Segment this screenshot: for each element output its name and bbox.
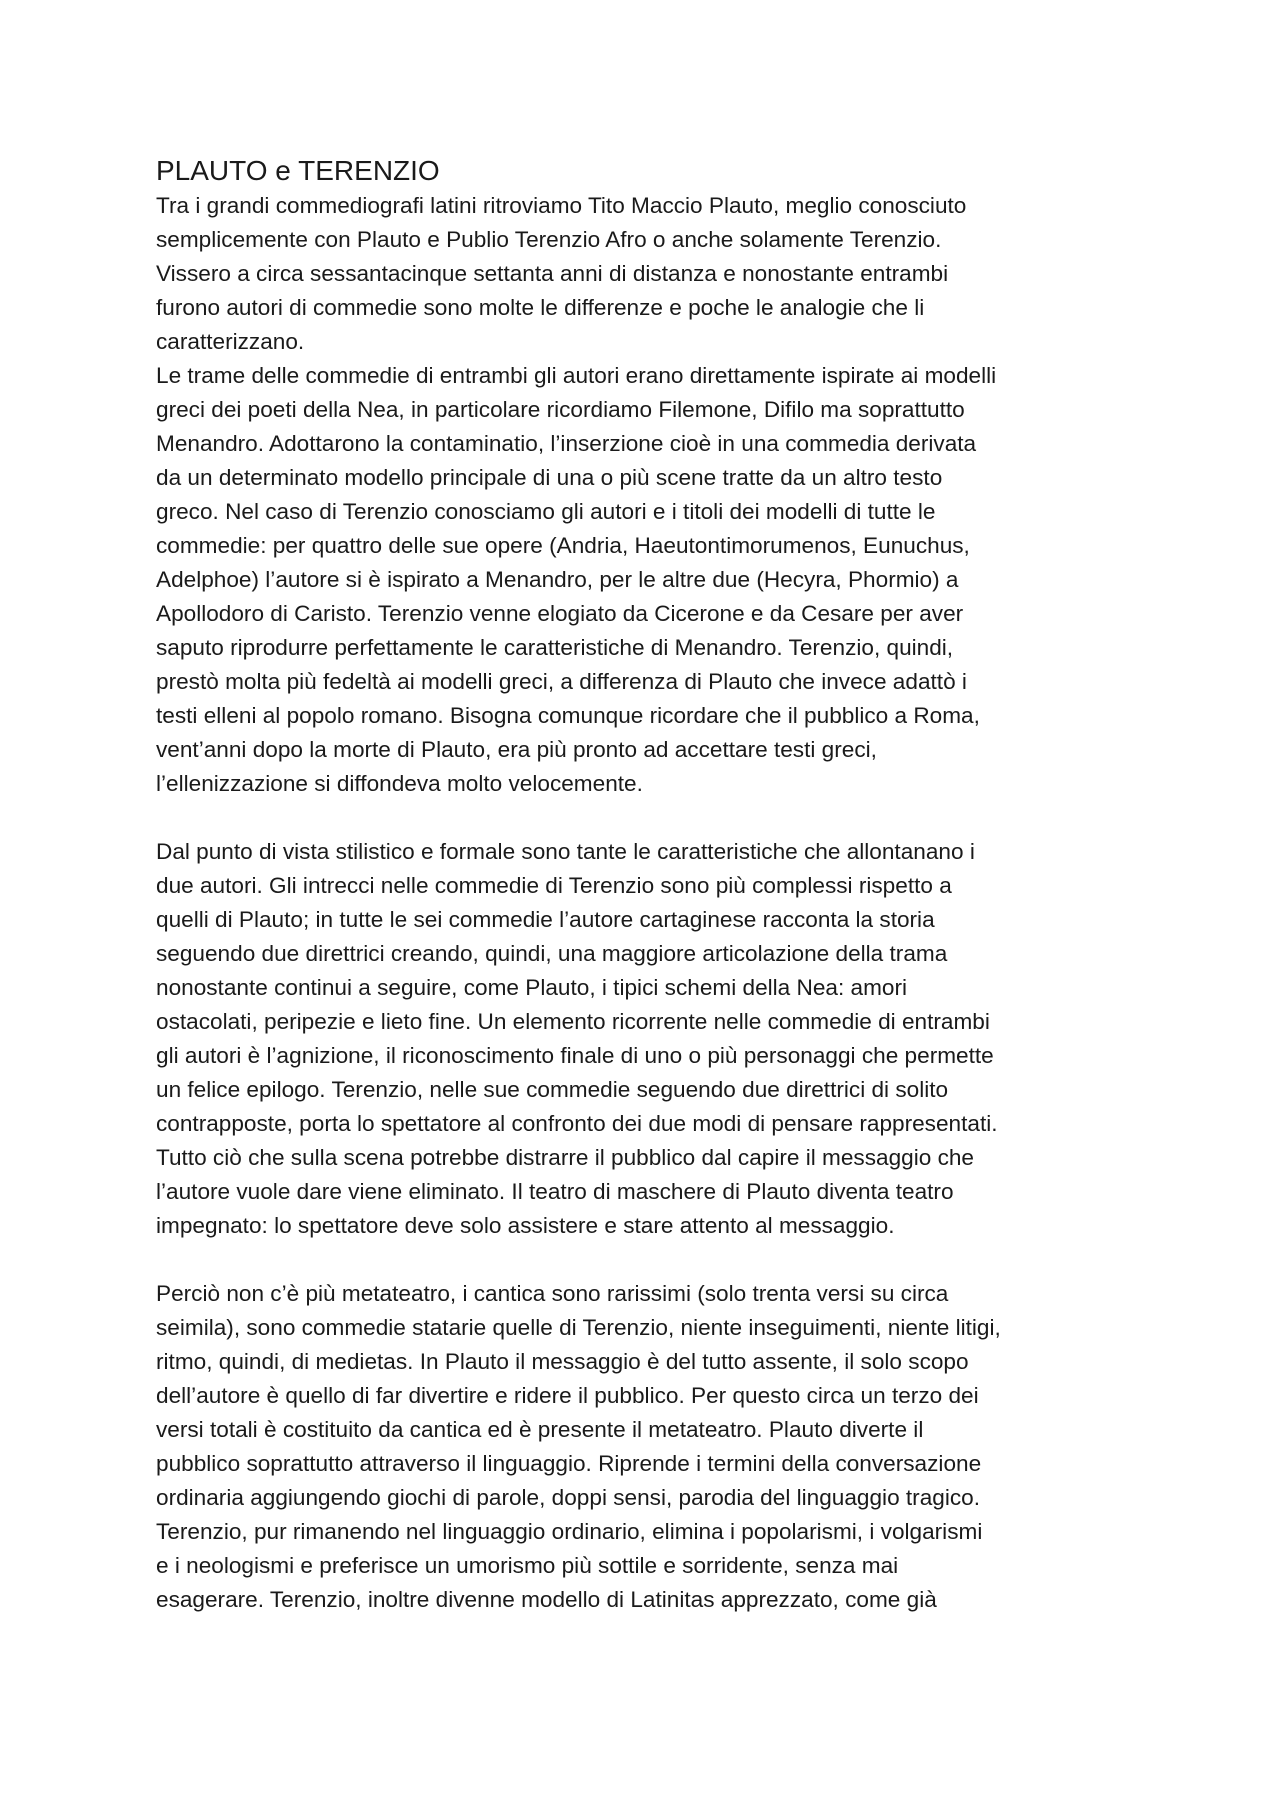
- text-line: seimila), sono commedie statarie quelle di Terenzio, niente inseguimenti, niente litigi,: [156, 1315, 1001, 1340]
- text-line: Tutto ciò che sulla scena potrebbe distrarre il pubblico dal capire il messaggio che: [156, 1145, 974, 1170]
- text-line: Terenzio, pur rimanendo nel linguaggio ordinario, elimina i popolarismi, i volgarismi: [156, 1519, 983, 1544]
- paragraph-spacer: [156, 801, 1156, 835]
- text-line: greci dei poeti della Nea, in particolare ricordiamo Filemone, Difilo ma soprattutto: [156, 397, 965, 422]
- text-line: ordinaria aggiungendo giochi di parole, doppi sensi, parodia del linguaggio tragico.: [156, 1485, 980, 1510]
- document-title: PLAUTO e TERENZIO: [156, 155, 440, 186]
- text-line: semplicemente con Plauto e Publio Terenzio Afro o anche solamente Terenzio.: [156, 227, 942, 252]
- text-line: dell’autore è quello di far divertire e ridere il pubblico. Per questo circa un terzo dei: [156, 1383, 979, 1408]
- text-line: ostacolati, peripezie e lieto fine. Un elemento ricorrente nelle commedie di entrambi: [156, 1009, 990, 1034]
- text-line: Menandro. Adottarono la contaminatio, l’inserzione cioè in una commedia derivata: [156, 431, 977, 456]
- text-line: contrapposte, porta lo spettatore al confronto dei due modi di pensare rappresentati.: [156, 1111, 998, 1136]
- text-line: Perciò non c’è più metateatro, i cantica sono rarissimi (solo trenta versi su circa: [156, 1281, 949, 1306]
- text-line: da un determinato modello principale di una o più scene tratte da un altro testo: [156, 465, 943, 490]
- text-line: furono autori di commedie sono molte le differenze e poche le analogie che li: [156, 295, 925, 320]
- text-line: commedie: per quattro delle sue opere (Andria, Haeutontimorumenos, Eunuchus,: [156, 533, 970, 558]
- paragraph-3: [156, 1277, 1156, 1617]
- text-line: esagerare. Terenzio, inoltre divenne modello di Latinitas apprezzato, come già: [156, 1587, 937, 1612]
- text-line: due autori. Gli intrecci nelle commedie di Terenzio sono più complessi rispetto a: [156, 873, 952, 898]
- text-line: gli autori è l’agnizione, il riconoscimento finale di uno o più personaggi che permette: [156, 1043, 994, 1068]
- text-line: pubblico soprattutto attraverso il linguaggio. Riprende i termini della conversazione: [156, 1451, 982, 1476]
- text-line: testi elleni al popolo romano. Bisogna comunque ricordare che il pubblico a Roma,: [156, 703, 980, 728]
- document-page: [156, 153, 1156, 1617]
- text-line: Le trame delle commedie di entrambi gli autori erano direttamente ispirate ai modelli: [156, 363, 997, 388]
- text-line: l’autore vuole dare viene eliminato. Il teatro di maschere di Plauto diventa teatro: [156, 1179, 954, 1204]
- text-line: greco. Nel caso di Terenzio conosciamo gli autori e i titoli dei modelli di tutte le: [156, 499, 936, 524]
- text-line: un felice epilogo. Terenzio, nelle sue commedie seguendo due direttrici di solito: [156, 1077, 949, 1102]
- text-line: vent’anni dopo la morte di Plauto, era più pronto ad accettare testi greci,: [156, 737, 877, 762]
- text-line: Adelphoe) l’autore si è ispirato a Menandro, per le altre due (Hecyra, Phormio) a: [156, 567, 959, 592]
- paragraph-spacer: [156, 1243, 1156, 1277]
- paragraph-2: [156, 835, 1156, 1243]
- text-line: Apollodoro di Caristo. Terenzio venne elogiato da Cicerone e da Cesare per aver: [156, 601, 964, 626]
- text-line: versi totali è costituito da cantica ed è presente il metateatro. Plauto diverte il: [156, 1417, 924, 1442]
- text-line: Tra i grandi commediografi latini ritroviamo Tito Maccio Plauto, meglio conosciuto: [156, 193, 967, 218]
- text-line: seguendo due direttrici creando, quindi, una maggiore articolazione della trama: [156, 941, 948, 966]
- text-line: saputo riprodurre perfettamente le caratteristiche di Menandro. Terenzio, quindi,: [156, 635, 954, 660]
- text-line: Vissero a circa sessantacinque settanta anni di distanza e nonostante entrambi: [156, 261, 949, 286]
- text-line: l’ellenizzazione si diffondeva molto velocemente.: [156, 771, 643, 796]
- text-line: prestò molta più fedeltà ai modelli greci, a differenza di Plauto che invece adattò i: [156, 669, 967, 694]
- text-line: quelli di Plauto; in tutte le sei commedie l’autore cartaginese racconta la storia: [156, 907, 935, 932]
- text-line: e i neologismi e preferisce un umorismo più sottile e sorridente, senza mai: [156, 1553, 899, 1578]
- paragraph-1: [156, 189, 1156, 801]
- text-line: caratterizzano.: [156, 329, 305, 354]
- text-line: impegnato: lo spettatore deve solo assistere e stare attento al messaggio.: [156, 1213, 895, 1238]
- text-line: ritmo, quindi, di medietas. In Plauto il messaggio è del tutto assente, il solo scopo: [156, 1349, 969, 1374]
- text-line: Dal punto di vista stilistico e formale sono tante le caratteristiche che allontanano i: [156, 839, 975, 864]
- text-line: nonostante continui a seguire, come Plauto, i tipici schemi della Nea: amori: [156, 975, 908, 1000]
